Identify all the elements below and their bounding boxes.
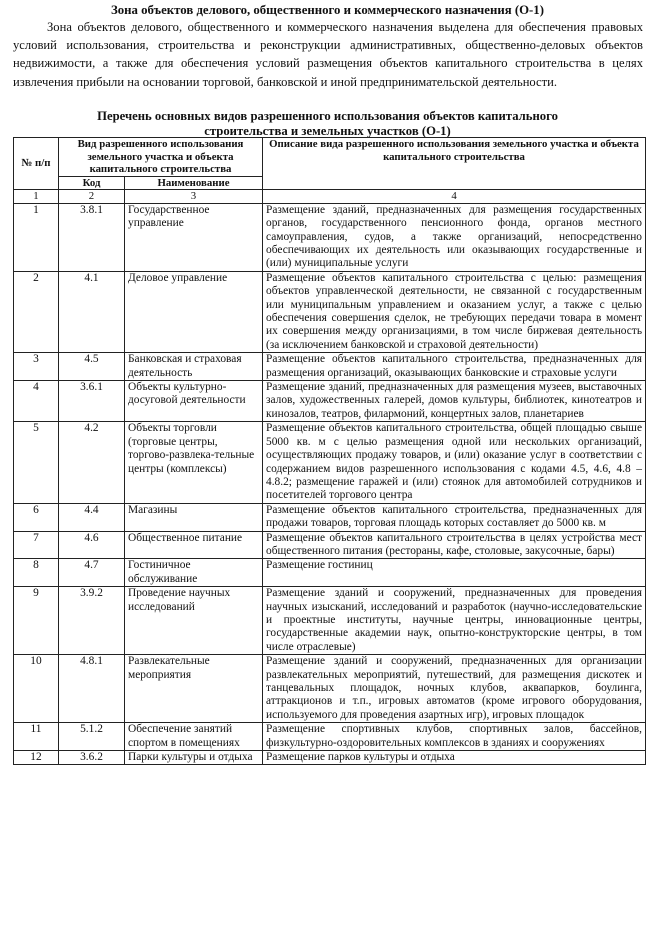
row-name: Развлекательные мероприятия [125,655,263,723]
row-number: 9 [14,587,59,655]
table-row [14,723,646,751]
row-name: Парки культуры и отдыха [125,751,263,765]
row-description: Размещение зданий и сооружений, предназначенных для организации развлекательных мероприятий, путешествий, для размещения дискотек и танцевальных площадок, ночных клубов, аквапарков, боулинга, аттракционов и т.п., игровых автоматов (кроме игрового оборудования, используемого для проведения азартных игр), игровых площадок [263,655,646,723]
row-name: Гостиничное обслуживание [125,559,263,587]
column-index: 2 [59,190,125,203]
row-number: 10 [14,655,59,723]
row-name: Банковская и страховая деятельность [125,353,263,381]
row-description: Размещение объектов капитального строительства, предназначенных для размещения организаций, оказывающих банковские и страховые услуги [263,353,646,381]
row-number: 12 [14,751,59,765]
list-title-line1: Перечень основных видов разрешенного использования объектов капитального [97,109,558,123]
header-description: Описание вида разрешенного использования земельного участка и объекта капитального строительства [263,138,646,190]
row-number: 8 [14,559,59,587]
row-code: 5.1.2 [59,723,125,751]
row-description: Размещение зданий, предназначенных для размещения государственных органов, государственного пенсионного фонда, органов местного самоуправления, судов, а также организаций, непосредственно обеспечивающих их деятельность или оказывающих государственные и (или) муниципальные услуги [263,203,646,271]
row-code: 3.8.1 [59,203,125,271]
row-description: Размещение объектов капитального строительства, предназначенных для продажи товаров, торговая площадь которых составляет до 5000 кв. м [263,503,646,531]
row-number: 6 [14,503,59,531]
row-name: Магазины [125,503,263,531]
row-description: Размещение объектов капитального строительства с целью: размещения объектов управленческой деятельности, не связанной с государственным или муниципальным управлением и оказанием услуг, а также с целью обеспечения совершения сделок, не требующих передачи товара в момент их совершения между организациями, в том числе биржевая деятельность (за исключением банковской и страховой деятельности) [263,271,646,352]
table-row [14,271,646,352]
header-kind: Вид разрешенного использования земельного участка и объекта капитального строительства [59,138,263,177]
row-code: 4.5 [59,353,125,381]
row-code: 4.8.1 [59,655,125,723]
row-code: 3.6.1 [59,381,125,422]
row-number: 5 [14,422,59,503]
row-description: Размещение гостиниц [263,559,646,587]
table-row [14,587,646,655]
table-row [14,655,646,723]
row-name: Объекты торговли (торговые центры, торгово-развлека-тельные центры (комплексы) [125,422,263,503]
column-index-row [14,190,646,203]
list-title [0,109,655,138]
row-number: 2 [14,271,59,352]
table-row [14,559,646,587]
row-number: 1 [14,203,59,271]
row-description: Размещение объектов капитального строительства, общей площадью свыше 5000 кв. м с целью размещения одной или нескольких организаций, осуществляющих продажу товаров, и (или) оказание услуг в соответствии с содержанием видов разрешенного использования с кодами 4.5, 4.6, 4.8 – 4.8.2; размещение гаражей и (или) стоянок для автомобилей сотрудников и посетителей торгового центра [263,422,646,503]
row-number: 3 [14,353,59,381]
row-code: 3.6.2 [59,751,125,765]
table-row [14,203,646,271]
row-description: Размещение парков культуры и отдыха [263,751,646,765]
row-description: Размещение зданий и сооружений, предназначенных для проведения научных изысканий, исследований и разработок (научно-исследовательские и проектные институты, научные центры, инновационные центры, государственные академии наук, опытно-конструкторские центры, в том числе отраслевые) [263,587,646,655]
row-code: 3.9.2 [59,587,125,655]
row-name: Деловое управление [125,271,263,352]
list-title-line2: строительства и земельных участков (О-1) [204,123,451,138]
row-number: 4 [14,381,59,422]
row-code: 4.7 [59,559,125,587]
table-row [14,353,646,381]
table-row [14,381,646,422]
row-code: 4.4 [59,503,125,531]
row-code: 4.2 [59,422,125,503]
header-name: Наименование [125,176,263,190]
row-name: Объекты культурно-досуговой деятельности [125,381,263,422]
column-index: 1 [14,190,59,203]
header-num: № п/п [14,138,59,190]
row-description: Размещение объектов капитального строительства в целях устройства мест общественного питания (рестораны, кафе, столовые, закусочные, бары) [263,531,646,559]
table-row [14,751,646,765]
header-code: Код [59,176,125,190]
row-code: 4.1 [59,271,125,352]
table-body [14,203,646,765]
table-row [14,422,646,503]
row-number: 7 [14,531,59,559]
table-row [14,531,646,559]
row-description: Размещение зданий, предназначенных для размещения музеев, выставочных залов, художественных галерей, домов культуры, библиотек, кинотеатров и кинозалов, театров, филармоний, концертных залов, планетариев [263,381,646,422]
row-name: Проведение научных исследований [125,587,263,655]
zone-title: Зона объектов делового, общественного и коммерческого назначения (О-1) [111,3,544,17]
zone-description: Зона объектов делового, общественного и коммерческого назначения выделена для обеспечения правовых условий использования, строительства и реконструкции административных, общественно-деловых объектов недвижимости, а также для обеспечения условий размещения объектов капитального строительства в целях извлечения прибыли на основании торговой, банковской и иной предпринимательской деятельности. [13,20,643,89]
table-row [14,503,646,531]
column-index: 4 [263,190,646,203]
row-name: Государственное управление [125,203,263,271]
permitted-uses-table [13,137,646,765]
row-code: 4.6 [59,531,125,559]
row-name: Обеспечение занятий спортом в помещениях [125,723,263,751]
column-index: 3 [125,190,263,203]
row-number: 11 [14,723,59,751]
row-description: Размещение спортивных клубов, спортивных залов, бассейнов, физкультурно-оздоровительных комплексов в зданиях и сооружениях [263,723,646,751]
row-name: Общественное питание [125,531,263,559]
